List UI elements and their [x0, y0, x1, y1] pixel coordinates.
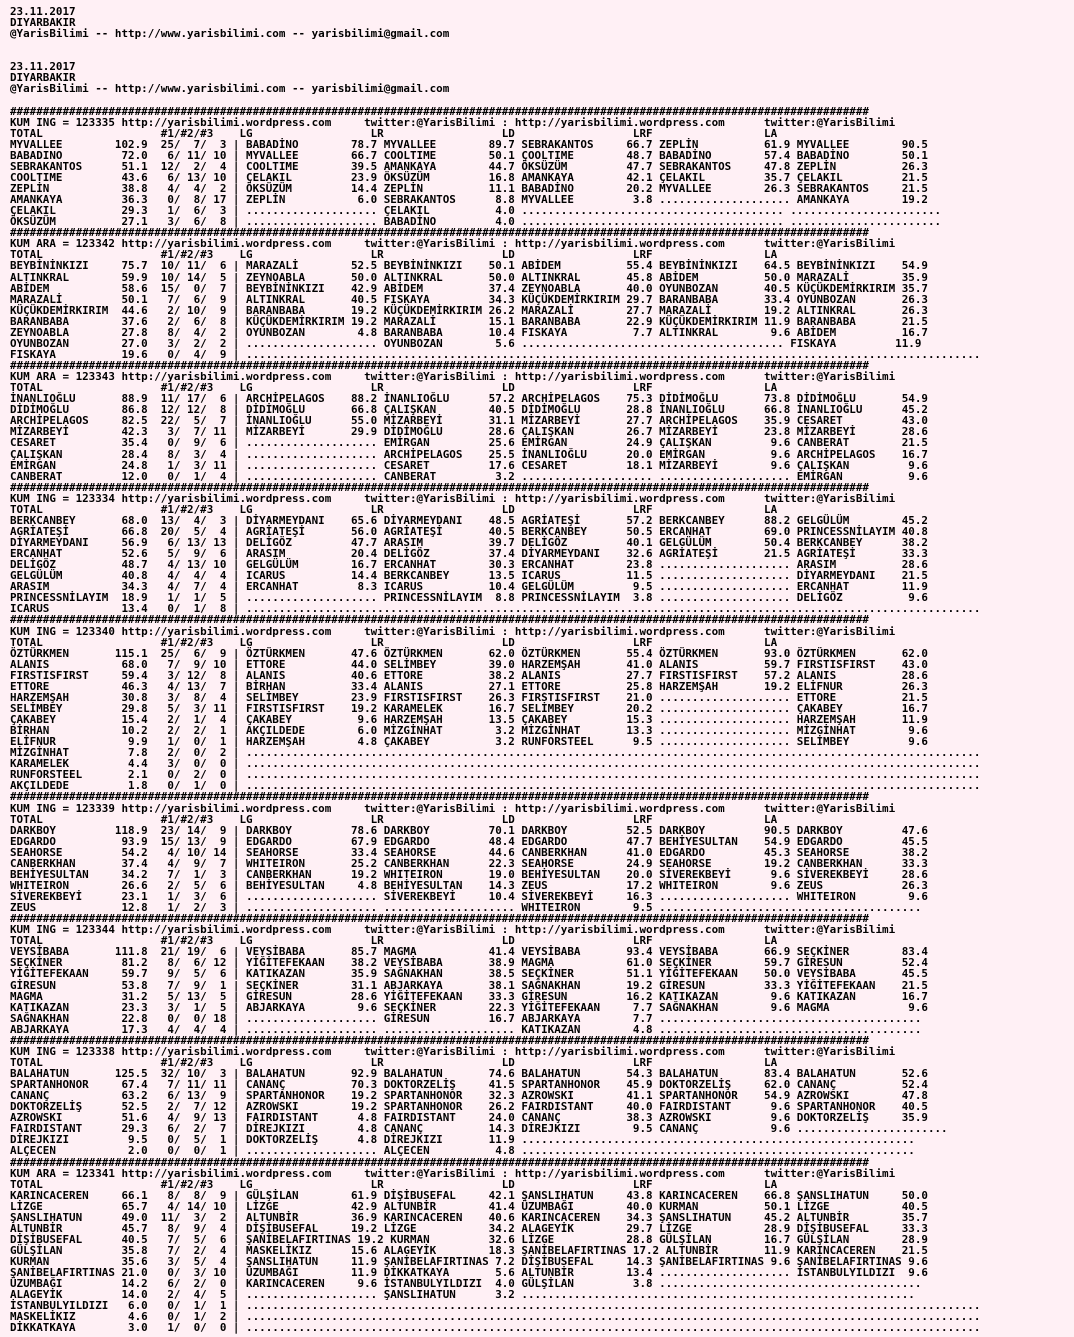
report-date-1: 23.11.2017: [10, 5, 76, 18]
report-contact-2: @YarisBilimi -- http://www.yarisbilimi.com -- yarisbilimi@gmail.com: [10, 82, 450, 96]
race-tables: ################################################################################################################################### KUM ING = 123335 http://yarisbilimi.wordpress.com twitter:@YarisBilimi : http://yarisbilimi.wordpress.com twitter:@YarisBilimi TOTAL #1/#2/#3 LG LR LD LRF LA MYVALLEE 102.9 25/ 7/ 3 | BABADİNO 78.7 MYVALLEE 89.7 SEBRAKANTOS 66.7 ZEPLİN 61.9 MYVALLEE 90.5 BABADINO 72.0 6/ 11/ 10 | MYVALLEE 66.7 COOLTIME 50.1 ÇOOLTIME 48.7 BABADİNO 57.4 BABADİNO 50.1 SEBRAKANTOS 51.1 12/ 2/ 4 | COOLTIME 39.5 AMANKAYA 44.7 ÖKSÜZÜM 47.7 SEBRAKANTOS 47.8 ZEPLİN 26.3 COOLTIME 43.6 6/ 13/ 10 | ÇELAKIL 23.9 ÖKSÜZÜM 16.8 AMANKAYA 42.1 ÇELAKIL 35.7 ÇELAKIL 21.5 ZEPLİN 38.8 4/ 4/ 2 | ÖKSÜZÜM 14.4 ZEPLİN 11.1 BABADİNO 20.2 MYVALLEE 26.3 SEBRAKANTOS 21.5 AMANKAYA 36.3 0/ 8/ 17 | ZEPLİN 6.0 SEBRAKANTOS 8.8 MYVALLEE 3.8 .................... AMANKAYA 19.2 ÇELAKIL 29.3 1/ 6/ 3 | .................... ÇELAKIL 4.0 ........................................ ....................... ÖKSÜZÜM 27.1 3/ 6/ 8 | .................... BABADİNO 4.0 ........................................ ....................... ################################################################################################################################### KUM ARA = 123342 http://yarisbilimi.wordpress.com twitter:@YarisBilimi : http://yarisbilimi.wordpress.com twitter:@YarisBilimi TOTAL #1/#2/#3 LG LR LD LRF LA BEYBİNİNKIZI 75.7 10/ 11/ 6 | MARAZALİ 52.5 BEYBİNİNKIZI 50.1 ABİDEM 55.4 BEYBİNİNKIZI 64.5 BEYBİNİNKIZI 54.9 ALTINKRAL 59.9 10/ 14/ 5 | ZEYNOABLA 50.0 ALTINKRAL 50.0 ALTINKRAL 45.8 ABİDEM 50.0 MARAZALİ 35.9 ABİDEM 58.6 15/ 0/ 7 | BEYBİNİNKIZI 42.9 ABİDEM 37.4 ZEYNOABLA 40.0 OYUNBOZAN 40.5 KÜÇÜKDEMİRKIRIM 35.7 MARAZALİ 50.1 7/ 6/ 9 | ALTINKRAL 40.5 FISKAYA 34.3 KÜÇÜKDEMİRKIRIM 29.7 BARANBABA 33.4 OYUNBOZAN 26.3 KÜÇÜKDEMİRKIRIM 44.6 2/ 10/ 9 | BARANBABA 19.2 KÜÇÜKDEMİRKIRIM 26.2 MARAZALİ 27.7 MARAZALİ 19.2 ALTINKRAL 26.3 BARANBABA 37.6 2/ 6/ 8 | KÜÇÜKDEMİRKIRIM 19.2 MARAZALİ 15.1 BARANBABA 22.9 KÜÇÜKDEMİRKIRIM 11.9 BARANBABA 21.5 ZEYNOABLA 27.8 8/ 4/ 2 | OYUNBOZAN 4.8 BARANBABA 10.4 FISKAYA 7.7 ALTINKRAL 9.6 ABİDEM 16.7 OYUNBOZAN 27.0 3/ 2/ 2 | .................... OYUNBOZAN 5.6 ........................................ FISKAYA 11.9 FISKAYA 19.6 0/ 4/ 9 | ................................................................................................................ ################################################################################################################################### KUM ARA = 123343 http://yarisbilimi.wordpress.com twitter:@YarisBilimi : http://yarisbilimi.wordpress.com twitter:@YarisBilimi TOTAL #1/#2/#3 LG LR LD LRF LA İNANLIOĞLU 88.9 11/ 17/ 6 | ARCHİPELAGOS 88.2 İNANLIOĞLU 57.2 ARCHİPELAGOS 75.3 DİDİMOĞLU 73.8 DİDİMOĞLU 54.9 DİDİMOĞLU 86.8 12/ 12/ 8 | DİDİMOĞLU 66.8 ÇALIŞKAN 40.5 DİDİMOĞLU 28.8 İNANLIOĞLU 66.8 İNANLIOĞLU 45.2 ARCHİPELAGOS 82.5 22/ 5/ 7 | İNANLIOĞLU 55.0 MİZARBEYİ 31.1 MİZARBEYİ 27.7 ARCHİPELAGOS 35.9 CESARET 43.0 MİZARBEYİ 42.3 3/ 7/ 11 | MİZARBEYİ 29.9 DİDİMOĞLU 28.6 ÇALIŞKAN 26.7 MİZARBEYİ 23.8 MİZARBEYİ 28.6 CESARET 35.4 0/ 9/ 6 | .................... EMİRGAN 25.6 EMİRGAN 24.9 ÇALIŞKAN 9.6 CANBERAT 21.5 ÇALIŞKAN 28.4 8/ 3/ 4 | .................... ARCHİPELAGOS 25.5 İNANLIOĞLU 20.0 EMİRGAN 9.6 ARCHİPELAGOS 16.7 EMİRGAN 24.8 1/ 3/ 11 | .................... CESARET 17.6 CESARET 18.1 MİZARBEYİ 9.6 ÇALIŞKAN 9.6 CANBERAT 12.0 0/ 1/ 4 | .................... CANBERAT 3.2 .................... .................... EMİRGAN 9.6 ################################################################################################################################### KUM ING = 123334 http://yarisbilimi.wordpress.com twitter:@YarisBilimi : http://yarisbilimi.wordpress.com twitter:@YarisBilimi TOTAL #1/#2/#3 LG LR LD LRF LA BERKCANBEY 68.0 13/ 4/ 3 | DİYARMEYDANI 65.6 DİYARMEYDANI 48.5 AGRİATEŞİ 57.2 BERKCANBEY 88.2 GELGÜLÜM 45.2 AGRİATEŞİ 66.8 20/ 5/ 4 | AGRİATEŞİ 56.0 AGRİATEŞİ 40.5 BERKCANBEY 50.5 ERCANHAT 69.0 PRINCESSNİLAYIM 40.8 DİYARMEYDANI 56.9 6/ 13/ 13 | DELİGÖZ 47.7 ARASIM 39.7 DELİGÖZ 40.1 GELGÜLÜM 50.4 BERKCANBEY 38.2 ERCANHAT 52.6 5/ 9/ 6 | ARASIM 20.4 DELİGÖZ 37.4 DİYARMEYDANI 32.6 AGRİATEŞİ 21.5 AGRİATEŞİ 33.3 DELİGÖZ 48.7 4/ 13/ 10 | GELGÜLÜM 16.7 ERCANHAT 30.3 ERCANHAT 23.8 .................... ARASIM 28.6 GELGÜLÜM 40.8 4/ 4/ 4 | ICARUS 14.4 BERKCANBEY 13.5 ICARUS 11.5 .................... DİYARMEYDANI 21.5 ARASIM 34.3 4/ 7/ 4 | ERCANHAT 8.3 ICARUS 10.4 GELGÜLÜM 9.5 .................... ERCANHAT 11.9 PRINCESSNİLAYIM 18.9 1/ 1/ 5 | .................... PRINCESSNİLAYIM 8.8 PRINCESSNİLAYIM 3.8 .................... DELİGÖZ 9.6 ICARUS 13.4 0/ 1/ 8 | ................................................................................................................ ################################################################################################################################### KUM ING = 123340 http://yarisbilimi.wordpress.com twitter:@YarisBilimi : http://yarisbilimi.wordpress.com twitter:@YarisBilimi TOTAL #1/#2/#3 LG LR LD LRF LA ÖZTÜRKMEN 115.1 25/ 6/ 9 | ÖZTÜRKMEN 47.6 ÖZTÜRKMEN 62.0 ÖZTÜRKMEN 55.4 ÖZTÜRKMEN 93.0 ÖZTÜRKMEN 62.0 ALANIS 68.0 7/ 9/ 10 | ETTORE 44.0 SELİMBEY 39.0 HARZEMŞAH 41.0 ALANIS 59.7 FIRSTISFIRST 43.0 FIRSTISFIRST 59.4 3/ 12/ 8 | ALANIS 40.6 ETTORE 38.2 ALANIS 27.7 FIRSTISFIRST 57.2 ALANIS 28.6 ETTORE 46.3 4/ 13/ 7 | BİRHAN 33.4 ALANIS 27.1 ETTORE 25.8 HARZEMŞAH 19.2 ELİFNUR 26.3 HARZEMŞAH 30.8 3/ 8/ 4 | SELİMBEY 23.9 FIRSTISFIRST 26.3 FIRSTISFIRST 21.0 .................... ETTORE 21.5 SELİMBEY 29.8 5/ 3/ 11 | FIRSTISFIRST 19.2 KARAMELEK 16.7 SELİMBEY 20.2 .................... ÇAKABEY 16.7 ÇAKABEY 15.4 2/ 1/ 4 | ÇAKABEY 9.6 HARZEMŞAH 13.5 ÇAKABEY 15.3 .................... HARZEMŞAH 11.9 BİRHAN 10.2 2/ 2/ 1 | AKÇILDEDE 6.0 MİZGİNHAT 3.2 MİZGİNHAT 13.3 .................... MİZGİNHAT 9.6 ELİFNUR 9.9 1/ 0/ 1 | HARZEMŞAH 4.8 ÇAKABEY 3.2 RUNFORSTEEL 9.5 .................... SELİMBEY 9.6 MİZGİNHAT 7.8 2/ 0/ 2 | ................................................................................................................ KARAMELEK 4.4 3/ 0/ 0 | ................................................................................................................ RUNFORSTEEL 2.1 0/ 2/ 0 | ................................................................................................................ AKÇILDEDE 1.8 0/ 1/ 0 | ................................................................................................................ ################################################################################################################################### KUM ING = 123339 http://yarisbilimi.wordpress.com twitter:@YarisBilimi : http://yarisbilimi.wordpress.com twitter:@YarisBilimi TOTAL #1/#2/#3 LG LR LD LRF LA DARKBOY 118.9 23/ 14/ 9 | DARKBOY 78.6 DARKBOY 70.1 DARKBOY 52.5 DARKBOY 90.5 DARKBOY 47.6 EDGARDO 93.9 15/ 13/ 9 | EDGARDO 67.9 EDGARDO 48.4 EDGARDO 47.7 BEHİYESULTAN 54.9 EDGARDO 45.5 SEAHORSE 54.2 4/ 10/ 14 | SEAHORSE 33.4 SEAHORSE 44.6 CANBERKHAN 41.0 EDGARDO 45.3 SEAHORSE 38.2 CANBERKHAN 37.4 4/ 9/ 7 | WHITEIRON 25.2 CANBERKHAN 22.3 SEAHORSE 24.9 SEAHORSE 19.2 CANBERKHAN 33.3 BEHİYESULTAN 34.2 7/ 1/ 3 | CANBERKHAN 19.2 WHITEIRON 19.0 BEHİYESULTAN 20.0 SİVEREKBEYİ 9.6 SİVEREKBEYİ 28.6 WHITEIRON 26.6 2/ 5/ 6 | BEHİYESULTAN 4.8 BEHİYESULTAN 14.3 ZEUS 17.2 WHITEIRON 9.6 ZEUS 26.3 SİVEREKBEYİ 23.1 1/ 3/ 6 | .................... SİVEREKBEYİ 10.4 SİVEREKBEYİ 16.3 .................... WHITEIRON 9.6 ZEUS 12.8 1/ 2/ 3 | .................... .................... WHITEIRON 9.5 ........................................ ################################################################################################################################### KUM ING = 123344 http://yarisbilimi.wordpress.com twitter:@YarisBilimi : http://yarisbilimi.wordpress.com twitter:@YarisBilimi TOTAL #1/#2/#3 LG LR LD LRF LA VEYSİBABA 111.8 21/ 19/ 6 | VEYSİBABA 85.7 MAGMA 41.4 VEYSİBABA 93.4 VEYSİBABA 66.9 SEÇKİNER 83.4 SEÇKİNER 81.2 8/ 6/ 12 | YİĞİTEFEKAAN 38.2 VEYSİBABA 38.9 MAGMA 61.0 SEÇKİNER 59.7 GİRESUN 52.4 YİĞİTEFEKAAN 59.7 9/ 5/ 6 | KATIKAZAN 35.9 SAĞNAKHAN 38.5 SEÇKİNER 51.1 YİĞİTEFEKAAN 50.0 VEYSİBABA 45.5 GİRESUN 53.8 7/ 9/ 1 | SEÇKİNER 31.1 ABJARKAYA 38.1 SAĞNAKHAN 19.2 GİRESUN 33.3 YİĞİTEFEKAAN 21.5 MAGMA 31.2 5/ 13/ 5 | GİRESUN 28.6 YİĞİTEFEKAAN 33.3 GİRESUN 16.2 KATIKAZAN 9.6 KATIKAZAN 16.7 KATIKAZAN 23.3 3/ 1/ 5 | ABJARKAYA 9.6 SEÇKİNER 22.3 YİĞİTEFEKAAN 7.7 SAĞNAKHAN 9.6 MAGMA 9.6 SAĞNAKHAN 22.8 0/ 0/ 18 | .................... GİRESUN 16.7 ABJARKAYA 7.7 ........................................ ABJARKAYA 17.3 4/ 4/ 4 | .................... .................... KATIKAZAN 4.8 ........................................ ################################################################################################################################### KUM ING = 123338 http://yarisbilimi.wordpress.com twitter:@YarisBilimi : http://yarisbilimi.wordpress.com twitter:@YarisBilimi TOTAL #1/#2/#3 LG LR LD LRF LA BALAHATUN 125.5 32/ 10/ 3 | BALAHATUN 92.9 BALAHATUN 74.6 BALAHATUN 54.3 BALAHATUN 83.4 BALAHATUN 52.6 SPARTANHONOR 67.4 7/ 11/ 11 | CANANÇ 70.3 DOKTORZELİŞ 41.5 SPARTANHONOR 45.9 DOKTORZELİŞ 62.0 CANANÇ 52.4 CANANÇ 63.2 6/ 13/ 9 | SPARTANHONOR 19.2 SPARTANHONOR 32.3 AZROWSKI 41.1 SPARTANHONOR 54.9 AZROWSKI 47.8 DOKTORZELİŞ 52.5 2/ 7/ 12 | AZROWSKI 19.2 SPARTANHONOR 26.2 FAIRDISTANT 40.0 FAIRDISTANT 9.6 SPARTANHONOR 40.5 AZROWSKI 51.6 4/ 9/ 13 | FAIRDISTANT 4.8 FAIRDISTANT 24.0 CANANÇ 38.3 AZROWSKI 9.6 DOKTORZELİŞ 35.9 FAIRDISTANT 29.3 6/ 2/ 7 | DİREJKIZI 4.8 CANANÇ 14.3 DİREJKIZI 9.5 CANANÇ 9.6 ....................... DİREJKIZI 9.5 0/ 5/ 1 | DOKTORZELİŞ 4.8 DİREJKIZI 11.9 ............................................................ ALÇECEN 2.0 0/ 0/ 1 | .................... ALÇECEN 4.8 ............................................................ ################################################################################################################################### KUM ARA = 123341 http://yarisbilimi.wordpress.com twitter:@YarisBilimi : http://yarisbilimi.wordpress.com twitter:@YarisBilimi TOTAL #1/#2/#3 LG LR LD LRF LA KARINCACEREN 66.1 8/ 8/ 9 | GÜLŞİLAN 61.9 DİŞİBUSEFAL 42.1 ŞANSLIHATUN 43.8 KARINCACEREN 66.8 ŞANSLIHATUN 50.0 LİZGE 65.7 4/ 14/ 10 | LİZGE 42.9 ALTUNBİR 41.4 ÜZUMBAĞI 40.0 KURMAN 50.1 LİZGE 40.5 ŞANSLIHATUN 49.0 11/ 3/ 2 | ALTUNBİR 36.9 KARINCACEREN 40.6 KARINCACEREN 34.3 ŞANSLIHATUN 45.2 ALTUNBİR 35.7 ALTUNBİR 45.7 8/ 9/ 4 | DİŞİBUSEFAL 19.2 LİZGE 34.2 ALAGEYİK 29.7 LİZGE 28.9 DİŞİBUSEFAL 33.3 DİŞİBUSEFAL 40.5 7/ 5/ 6 | ŞANİBELAFIRTINAS 19.2 KURMAN 32.6 LİZGE 28.8 GÜLŞİLAN 16.7 GÜLŞİLAN 28.9 GÜLŞİLAN 35.8 7/ 2/ 4 | MASKELİKIZ 15.6 ALAGEYİK 18.3 ŞANİBELAFIRTINAS 17.2 ALTUNBİR 11.9 KARINCACEREN 21.5 KURMAN 35.6 3/ 5/ 4 | ŞANSLIHATUN 11.9 ŞANİBELAFIRTINAS 7.2 DİŞİBUSEFAL 14.3 ŞANİBELAFIRTINAS 9.6 ŞANİBELAFIRTINAS 9.6 ŞANİBELAFIRTINAS 21.0 0/ 3/ 10 | ÜZUMBAĞI 11.9 DİKKATKAYA 5.6 ALTUNBİR 13.4 .................... İSTANBULYILDIZI 9.6 ÜZUMBAĞI 14.2 6/ 2/ 0 | KARINCACEREN 9.6 İSTANBULYILDIZI 4.0 GÜLŞİLAN 3.8 ........................................ ALAGEYİK 14.0 2/ 4/ 5 | .................... ŞANSLIHATUN 3.2 ............................................................ İSTANBULYILDIZI 6.0 0/ 1/ 1 | ................................................................................................................ MASKELİKIZ 4.6 0/ 1/ 2 | ................................................................................................................ DİKKATKAYA 3.0 1/ 0/ 0 | ................................................................................................................: [10, 104, 981, 1335]
report-date-2: 23.11.2017: [10, 60, 76, 74]
report-city-1: DIYARBAKIR: [10, 16, 76, 30]
report-contact-1: @YarisBilimi -- http://www.yarisbilimi.com -- yarisbilimi@gmail.com: [10, 27, 450, 41]
report-city-2: DIYARBAKIR: [10, 71, 76, 85]
